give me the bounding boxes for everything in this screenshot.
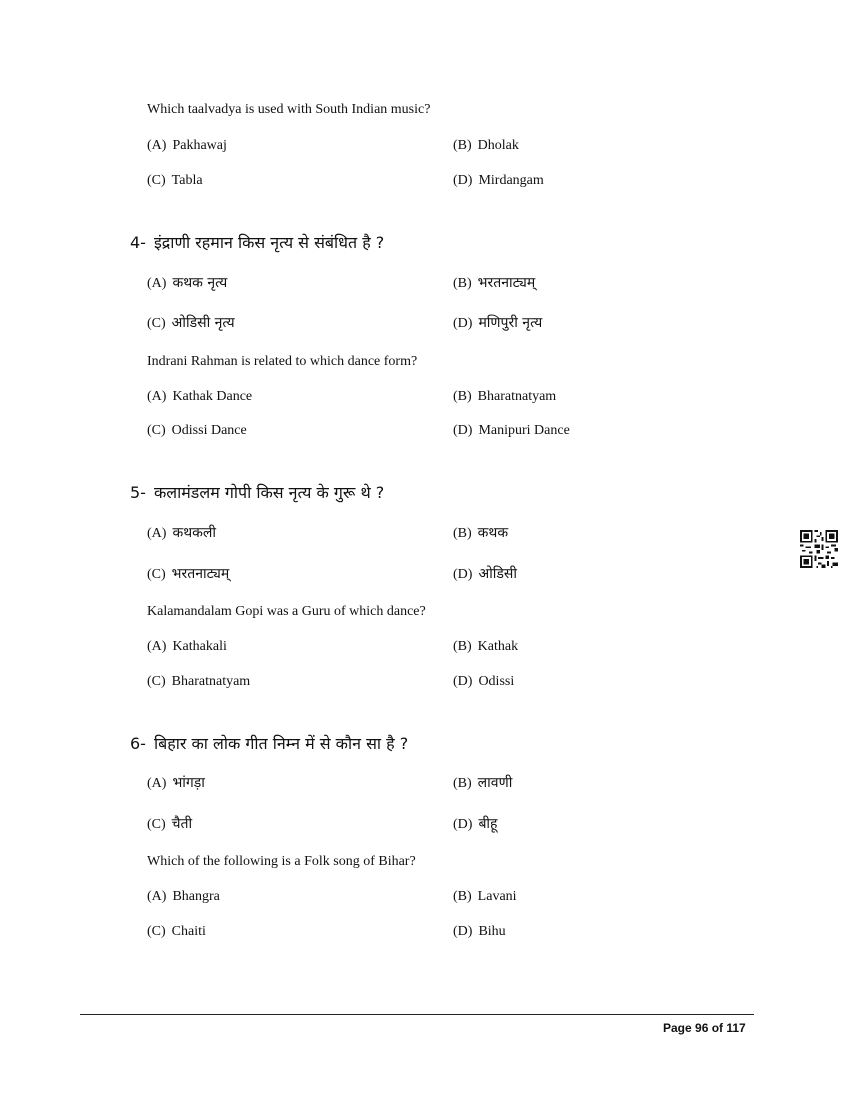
q4-option-a: (A) Kathak Dance (147, 389, 253, 404)
q3-option-d: (D) Mirdangam (453, 173, 544, 188)
q3-option-c: (C) Tabla (147, 173, 203, 188)
q5-hi-option-d: (D) ओडिसी (453, 566, 517, 582)
question-6-english: Which of the following is a Folk song of Bihar? (147, 854, 416, 869)
qr-code-icon (800, 530, 838, 568)
q3-option-b: (B) Dholak (453, 138, 519, 153)
question-5-english: Kalamandalam Gopi was a Guru of which dance? (147, 604, 426, 619)
page-number: Page 96 of 117 (663, 1021, 746, 1035)
q4-option-d: (D) Manipuri Dance (453, 423, 570, 438)
q5-option-b: (B) Kathak (453, 639, 519, 654)
q4-option-c: (C) Odissi Dance (147, 423, 247, 438)
q3-option-a: (A) Pakhawaj (147, 138, 227, 153)
q5-hi-option-a: (A) कथकली (147, 525, 217, 541)
q4-hi-option-b: (B) भरतनाट्यम् (453, 275, 536, 291)
question-3-english: Which taalvadya is used with South Indian music? (147, 102, 431, 117)
q6-option-a: (A) Bhangra (147, 889, 220, 904)
q4-hi-option-a: (A) कथक नृत्य (147, 275, 228, 291)
question-6-hindi: 6- बिहार का लोक गीत निम्न में से कौन सा है ? (130, 734, 409, 753)
q6-option-c: (C) Chaiti (147, 924, 206, 939)
q5-option-c: (C) Bharatnatyam (147, 674, 251, 689)
q6-hi-option-b: (B) लावणी (453, 775, 513, 791)
q6-hi-option-a: (A) भांगड़ा (147, 775, 205, 791)
question-4-english: Indrani Rahman is related to which dance form? (147, 354, 418, 369)
q6-option-d: (D) Bihu (453, 924, 506, 939)
footer-divider (80, 1014, 754, 1015)
q6-hi-option-d: (D) बीहू (453, 816, 498, 832)
q5-hi-option-c: (C) भरतनाट्यम् (147, 566, 230, 582)
q6-hi-option-c: (C) चैती (147, 816, 193, 832)
q5-hi-option-b: (B) कथक (453, 525, 509, 541)
q4-option-b: (B) Bharatnatyam (453, 389, 557, 404)
q5-option-a: (A) Kathakali (147, 639, 227, 654)
question-4-hindi: 4- इंद्राणी रहमान किस नृत्य से संबंधित है ? (130, 233, 385, 252)
q4-hi-option-c: (C) ओडिसी नृत्य (147, 315, 235, 331)
q6-option-b: (B) Lavani (453, 889, 517, 904)
q5-option-d: (D) Odissi (453, 674, 515, 689)
question-5-hindi: 5- कलामंडलम गोपी किस नृत्य के गुरू थे ? (130, 483, 385, 502)
q4-hi-option-d: (D) मणिपुरी नृत्य (453, 315, 543, 331)
